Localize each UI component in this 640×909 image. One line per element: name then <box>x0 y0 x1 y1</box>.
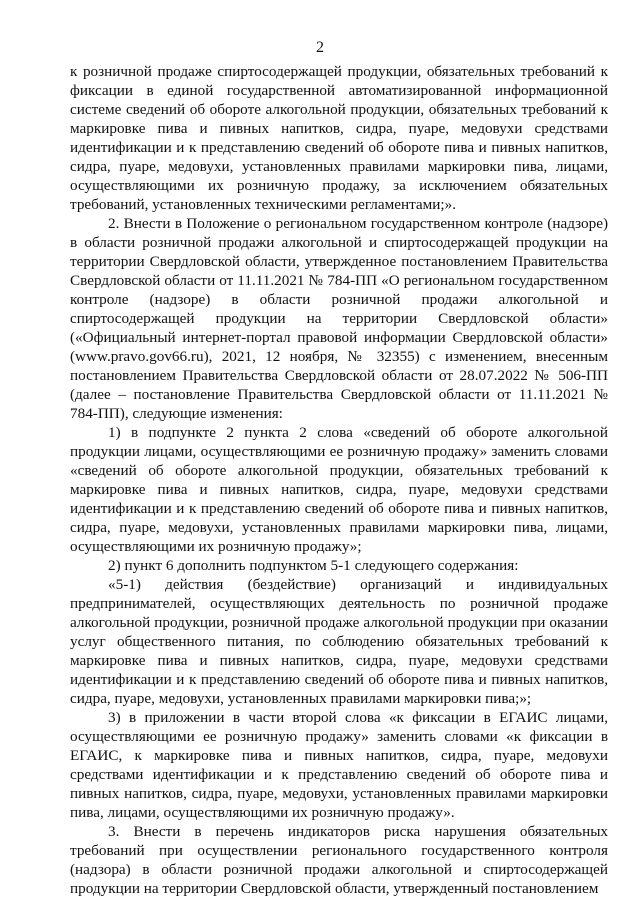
paragraph-subitem-1: 1) в подпункте 2 пункта 2 слова «сведений об обороте алкогольной продукции лицами, осуществляющими ее розничную продажу» заменить словами «сведений об обороте алкогольной продукции, обязательных требований к маркировке пива и пивных напитков, сидра, пуаре, медовухи средствами идентификации и к представлению сведений об обороте пива и пивных напитков, сидра, пуаре, медовухи, установленных правилами маркировки пива, лицами, осуществляющими их розничную продажу»; <box>70 424 608 555</box>
page-number: 2 <box>316 39 324 56</box>
paragraph-item-2: 2. Внести в Положение о региональном государственном контроле (надзоре) в области розничной продажи алкогольной и спиртосодержащей продукции на территории Свердловской области, утвержденное постановлением Правительства Свердловской области от 11.11.2021 № 784-ПП «О региональном государственном контроле (надзоре) в области розничной продажи алкогольной и спиртосодержащей продукции на территории Свердловской области» («Официальный интернет-портал правовой информации Свердловской области» (www.pravo.gov66.ru), 2021, 12 ноября, № 32355) с изменением, внесенным постановлением Правительства Свердловской области от 28.07.2022 № 506-ПП (далее – постановление Правительства Свердловской области от 11.11.2021 № 784-ПП), следующие изменения: <box>70 215 608 422</box>
paragraph-1-continuation: к розничной продаже спиртосодержащей продукции, обязательных требований к фиксации в единой государственной автоматизированной информационной системе сведений об обороте алкогольной продукции, обязательных требований к маркировке пива и пивных напитков, сидра, пуаре, медовухи средствами идентификации и к представлению сведений об обороте пива и пивных напитков, сидра, пуаре, медовухи, установленных правилами маркировки пива, лицами, осуществляющими их розничную продажу, за исключением обязательных требований, установленных техническими регламентами;». <box>70 63 608 213</box>
paragraph-subitem-2: 2) пункт 6 дополнить подпунктом 5-1 следующего содержания: <box>108 557 519 574</box>
paragraph-subitem-3: 3) в приложении в части второй слова «к фиксации в ЕГАИС лицами, осуществляющими ее розничную продажу» заменить словами «к фиксации в ЕГАИС, к маркировке пива и пивных напитков, сидра, пуаре, медовухи средствами идентификации и к представлению сведений об обороте пива и пивных напитков, сидра, пуаре, медовухи, установленных правилами маркировки пива, лицами, осуществляющими их розничную продажу». <box>70 709 608 821</box>
document-body <box>70 62 608 898</box>
paragraph-item-3: 3. Внести в перечень индикаторов риска нарушения обязательных требований при осуществлении регионального государственного контроля (надзора) в области розничной продажи алкогольной и спиртосодержащей продукции на территории Свердловской области, утвержденный постановлением <box>70 823 608 897</box>
paragraph-subitem-5-1: «5-1) действия (бездействие) организаций и индивидуальных предпринимателей, осуществляющих деятельность по розничной продаже алкогольной продукции, розничной продаже алкогольной продукции при оказании услуг общественного питания, по соблюдению обязательных требований к маркировке пива и пивных напитков, сидра, пуаре, медовухи средствами идентификации и к представлению сведений об обороте пива и пивных напитков, сидра, пуаре, медовухи, установленных правилами маркировки пива;»; <box>70 576 608 707</box>
